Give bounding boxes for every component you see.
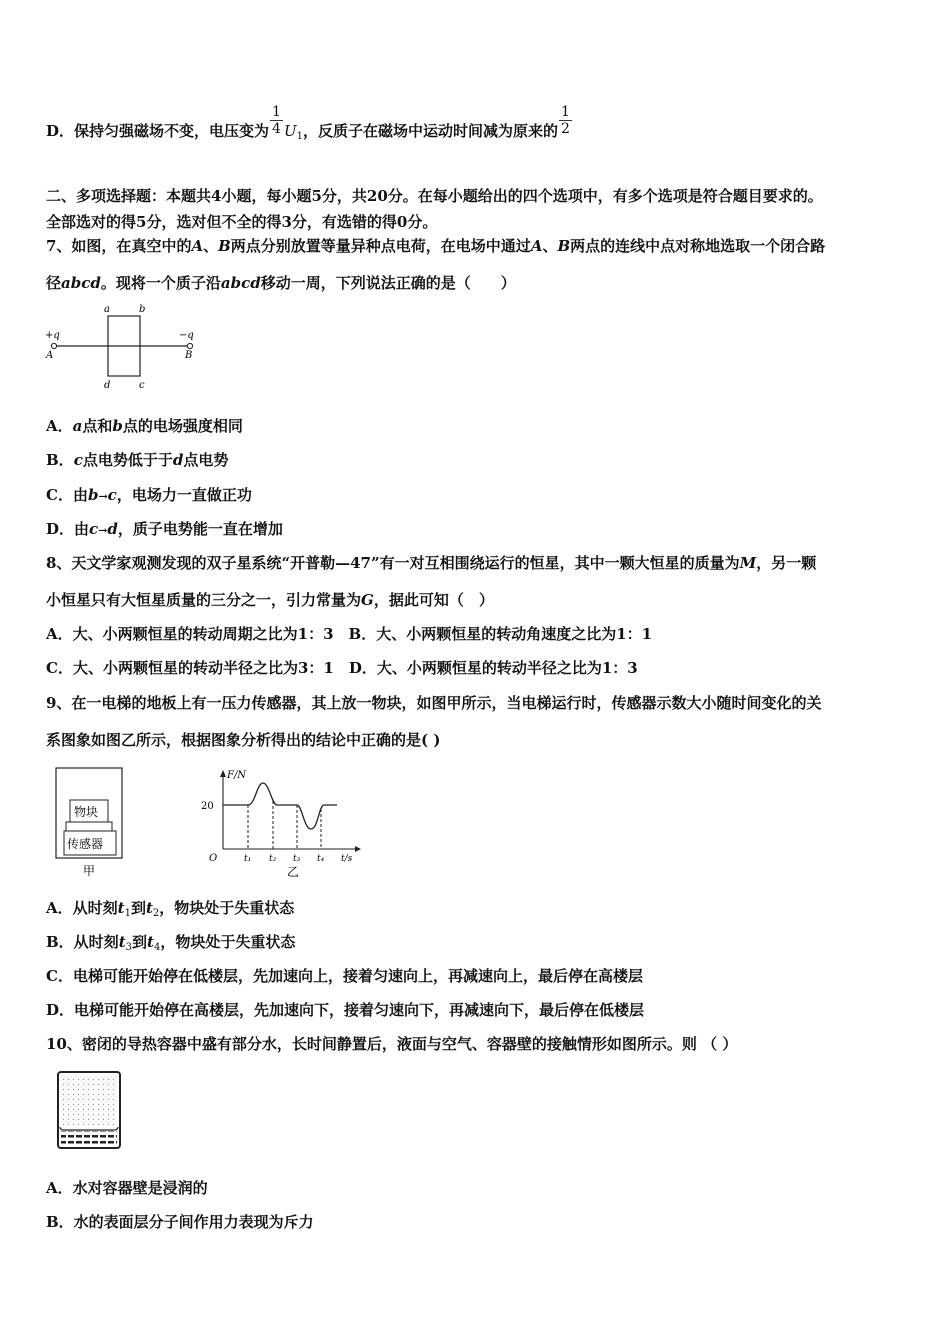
q9a-pre: A．从时刻 <box>46 899 118 917</box>
q6d-prefix: D．保持匀强磁场不变，电压变为 <box>46 122 270 140</box>
q7a-v2: b <box>112 417 123 435</box>
q7b-post: 点电势 <box>183 451 229 469</box>
label-sensor: 传感器 <box>67 837 104 851</box>
q8-options-ab: A．大、小两颗恒星的转动周期之比为1：3 B．大、小两颗恒星的转动角速度之比为1：1 <box>46 625 653 643</box>
q7d-v1: c <box>89 520 99 538</box>
water-region <box>61 1131 117 1147</box>
q9a-post: ，物块处于失重状态 <box>159 899 295 917</box>
q7-figure <box>40 300 220 395</box>
q7a-mid: 点和 <box>82 417 113 435</box>
q8-g: G <box>361 591 374 609</box>
q7c-post: ，电场力一直做正功 <box>116 486 252 504</box>
q9-option-d: D．电梯可能开始停在高楼层，先加速向下，接着匀速向下，再减速向下，最后停在低楼层 <box>46 1001 645 1019</box>
q9b-pre: B．从时刻 <box>46 933 119 951</box>
q7-b1: B <box>218 237 231 255</box>
q9b-s2: 4 <box>153 942 161 953</box>
q9-option-c: C．电梯可能开始停在低楼层，先加速向上，接着匀速向上，再减速向上，最后停在高楼层 <box>46 967 643 985</box>
q7-l1c: 两点的连线中点对称地选取一个闭合路 <box>570 237 826 255</box>
q7b-pre: B． <box>46 451 74 469</box>
q7-a1: A <box>191 237 204 255</box>
q7c-v2: c <box>107 486 117 504</box>
q10-stem: 10、密闭的导热容器中盛有部分水，长时间静置后，液面与空气、容器壁的接触情形如图所示。则 （ ） <box>46 1035 738 1053</box>
q8-stem-line1 <box>46 553 816 573</box>
q7-l1a: 7、如图，在真空中的 <box>46 237 192 255</box>
q8-l2a: 小恒星只有大恒星质量的三分之一，引力常量为 <box>46 591 362 609</box>
q7d-pre: D．由 <box>46 520 90 538</box>
x-label: t/s <box>341 854 353 864</box>
q7b-mid: 点电势低于于 <box>82 451 173 469</box>
frac2-den: 2 <box>560 120 570 137</box>
q7c-pre: C．由 <box>46 486 88 504</box>
frac1-den: 4 <box>272 120 281 137</box>
y-label: F/N <box>227 770 247 781</box>
label-B: B <box>185 350 193 361</box>
q7-option-c <box>46 485 252 507</box>
q8-m: M <box>739 554 757 572</box>
section2-line2: 全部选对的得5分，选对但不全的得3分，有选错的得0分。 <box>46 213 438 231</box>
q7a-post: 点的电场强度相同 <box>122 417 243 435</box>
q10-option-a: A．水对容器壁是浸润的 <box>46 1179 208 1197</box>
y-tick-20: 20 <box>201 801 214 812</box>
q7-sep2: 、 <box>542 237 558 255</box>
liquid-surface <box>60 1127 118 1130</box>
q9b-post: ，物块处于失重状态 <box>160 933 296 951</box>
q7b-v2: d <box>172 451 184 469</box>
q7-l2b: 。现将一个质子沿 <box>100 274 221 292</box>
q7c-v1: b <box>87 486 99 504</box>
q9b-t2: t <box>147 933 154 951</box>
q9-option-b <box>46 932 295 958</box>
t3-label: t₃ <box>293 854 301 864</box>
q7-option-b <box>46 450 228 470</box>
caption-yi: 乙 <box>287 865 300 879</box>
x-axis-arrow <box>355 846 361 852</box>
t4-label: t₄ <box>317 854 325 864</box>
q9a-mid: 到 <box>130 899 146 917</box>
q7-l2a: 径 <box>46 274 62 292</box>
q7-b2: B <box>557 237 571 255</box>
q9a-t1: t <box>117 899 125 917</box>
q7b-v1: c <box>73 451 83 469</box>
label-block: 物块 <box>74 805 99 819</box>
label-A: A <box>46 350 54 361</box>
q7-sep1: 、 <box>203 237 219 255</box>
q9-option-a <box>46 898 294 924</box>
label-a: a <box>104 304 110 315</box>
label-b: b <box>139 304 146 315</box>
q7d-v2: d <box>107 520 118 538</box>
fraction-one-half <box>559 104 572 137</box>
q9b-s1: 3 <box>125 942 132 953</box>
q9b-mid: 到 <box>132 933 148 951</box>
q9a-t2: t <box>145 899 153 917</box>
q9-stem-line1: 9、在一电梯的地板上有一压力传感器，其上放一物块，如图甲所示，当电梯运行时，传感器示数大小随时间变化的关 <box>46 694 822 712</box>
q8-l2b: ，据此可知（ ） <box>373 591 494 609</box>
q9a-s2: 2 <box>152 908 160 919</box>
q6d-middle: ，反质子在磁场中运动时间减为原来的 <box>302 122 558 140</box>
q7d-arrow: → <box>98 524 108 537</box>
q8-options-cd: C．大、小两颗恒星的转动半径之比为3：1 D．大、小两颗恒星的转动半径之比为1：3 <box>46 659 638 677</box>
q7-l2c: 移动一周，下列说法正确的是（ ） <box>260 274 516 292</box>
q9-stem-line2: 系图象如图乙所示，根据图象分析得出的结论中正确的是( ) <box>46 731 441 749</box>
q7-stem-line1 <box>46 236 825 256</box>
section2-line1: 二、多项选择题：本题共4小题，每小题5分，共20分。在每小题给出的四个选项中，有多个选项是符合题目要求的。 <box>46 187 823 205</box>
q9-figure-yi <box>195 765 365 880</box>
q8-l1a: 8、天文学家观测发现的双子星系统“开普勒—47”有一对互相围绕运行的恒星，其中一颗大恒星的质量为 <box>46 554 740 572</box>
frac2-num: 1 <box>560 103 570 120</box>
fraction-one-quarter <box>270 104 283 137</box>
q7-abcd1: abcd <box>61 274 101 292</box>
q8-l1b: ，另一颗 <box>756 554 817 572</box>
q7-stem-line2 <box>46 273 516 293</box>
q7a-pre: A． <box>46 417 73 435</box>
sensor-top <box>66 822 112 831</box>
label-d: d <box>104 380 111 391</box>
q7-l1b: 两点分别放置等量异种点电荷，在电场中通过 <box>230 237 531 255</box>
q7c-arrow: → <box>98 490 108 503</box>
q9-figure-jia <box>50 765 130 880</box>
origin-label: O <box>209 853 218 864</box>
y-axis-arrow <box>220 770 226 777</box>
q6-option-d <box>46 103 573 147</box>
force-curve <box>223 783 337 829</box>
q10-container-figure <box>52 1068 127 1158</box>
t1-label: t₁ <box>244 854 252 864</box>
q8-stem-line2 <box>46 590 494 610</box>
q7-abcd2: abcd <box>220 274 261 292</box>
air-region <box>61 1075 117 1125</box>
var-u-sub: 1 <box>296 131 303 142</box>
caption-jia: 甲 <box>83 864 96 878</box>
q7-option-a <box>46 416 243 436</box>
charge-b-dot <box>187 343 192 348</box>
label-plus-q: +q <box>45 330 60 341</box>
q7d-post: ，质子电势能一直在增加 <box>117 520 283 538</box>
q9b-t1: t <box>118 933 126 951</box>
q9a-s1: 1 <box>124 908 131 919</box>
q7-a2: A <box>530 237 543 255</box>
label-minus-q: −q <box>179 330 194 341</box>
charge-a-dot <box>51 343 56 348</box>
frac1-num: 1 <box>272 103 281 120</box>
label-c: c <box>139 380 145 391</box>
t2-label: t₂ <box>269 854 277 864</box>
q7-option-d <box>46 519 283 541</box>
var-u: U <box>283 122 297 140</box>
q7a-v1: a <box>72 417 83 435</box>
q10-option-b: B．水的表面层分子间作用力表现为斥力 <box>46 1213 314 1231</box>
